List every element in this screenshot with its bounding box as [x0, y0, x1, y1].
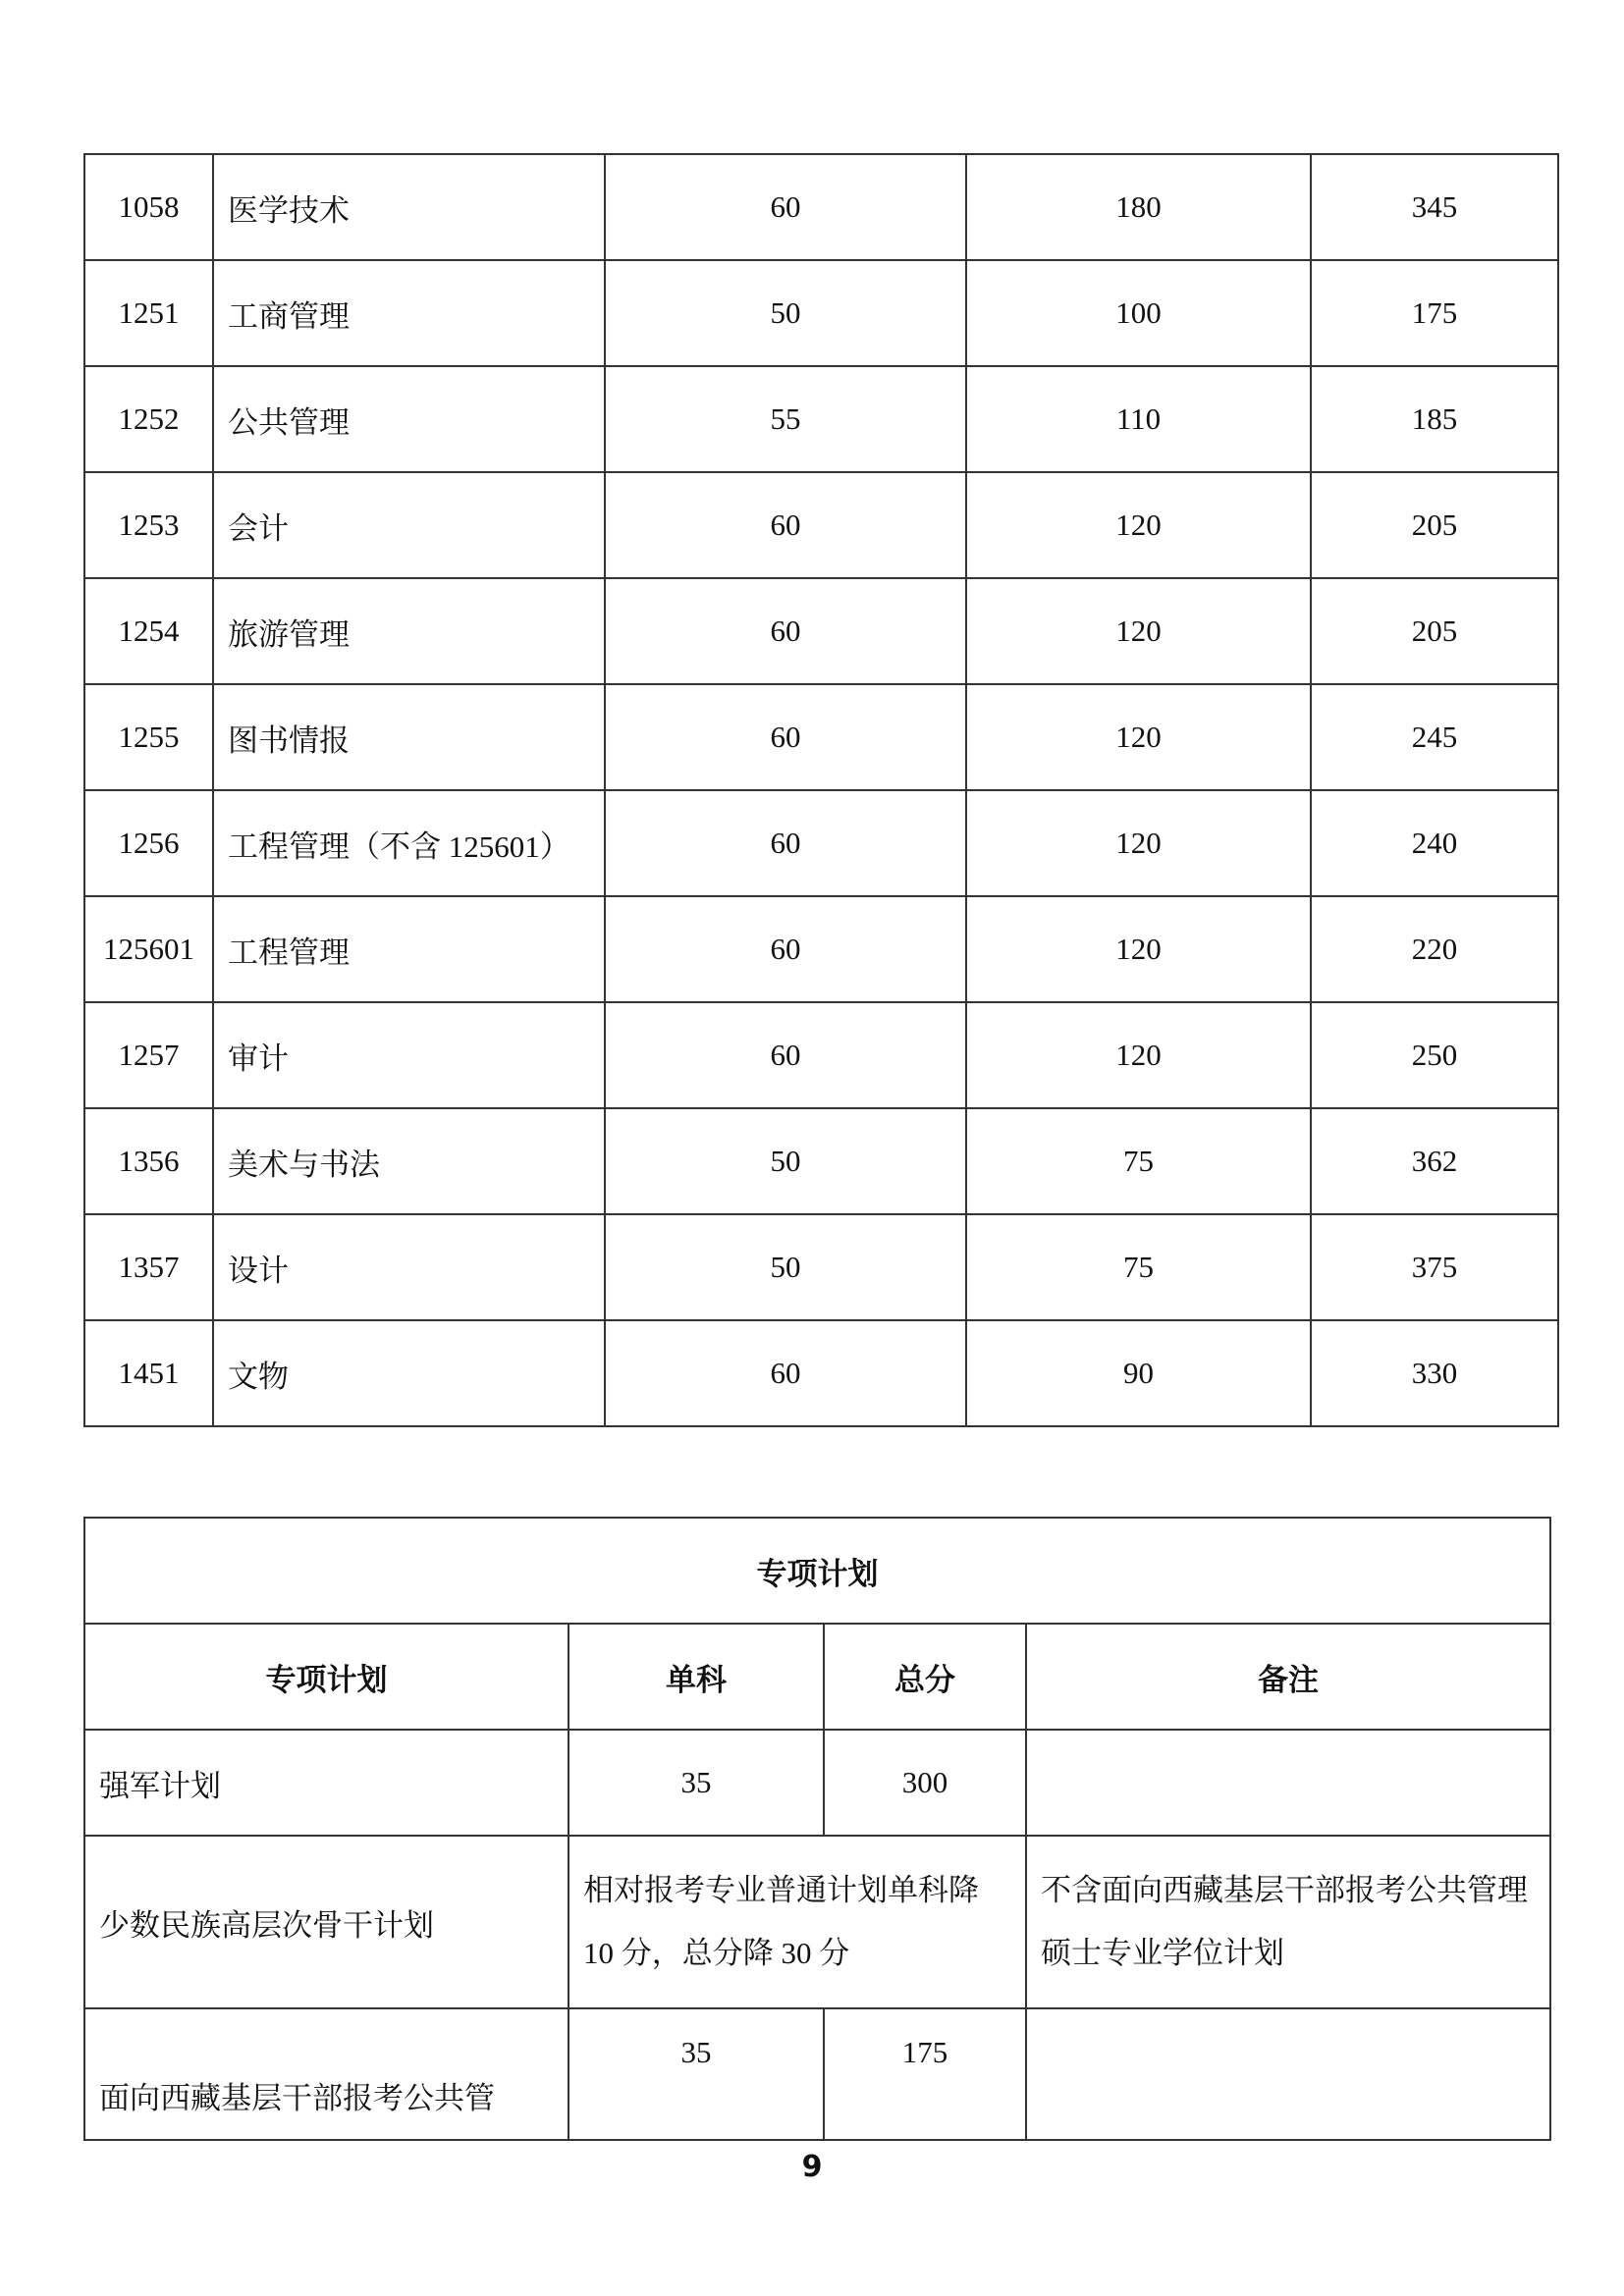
- table-row: [84, 2008, 1550, 2140]
- plan-name: 少数民族高层次骨干计划: [84, 1836, 568, 2008]
- major-name: 工商管理: [213, 260, 605, 366]
- total-score: 175: [1311, 260, 1558, 366]
- single-score: 35: [568, 2008, 824, 2140]
- single-score-1: 60: [605, 684, 966, 790]
- header-note: 备注: [1026, 1624, 1550, 1730]
- single-score-1: 50: [605, 260, 966, 366]
- single-score-1: 60: [605, 578, 966, 684]
- single-score-2: 110: [966, 366, 1311, 472]
- table-title: 专项计划: [84, 1518, 1550, 1624]
- major-code: 1451: [84, 1320, 213, 1426]
- table-row: [84, 896, 1558, 1002]
- major-name: 美术与书法: [213, 1108, 605, 1214]
- table-row: [84, 1214, 1558, 1320]
- single-score-2: 90: [966, 1320, 1311, 1426]
- single-score-1: 60: [605, 1320, 966, 1426]
- major-name: 医学技术: [213, 154, 605, 260]
- note: [1026, 2008, 1550, 2140]
- table-row: [84, 684, 1558, 790]
- single-score-2: 100: [966, 260, 1311, 366]
- single-score-2: 120: [966, 896, 1311, 1002]
- total-score: 362: [1311, 1108, 1558, 1214]
- table-row: [84, 1836, 1550, 2008]
- major-name: 审计: [213, 1002, 605, 1108]
- table-row: [84, 1002, 1558, 1108]
- total-score: 245: [1311, 684, 1558, 790]
- major-code: 1058: [84, 154, 213, 260]
- table-row: [84, 790, 1558, 896]
- major-name: 文物: [213, 1320, 605, 1426]
- total-score: 185: [1311, 366, 1558, 472]
- major-code: 1257: [84, 1002, 213, 1108]
- plan-name: 面向西藏基层干部报考公共管: [84, 2008, 568, 2140]
- single-score: 35: [568, 1730, 824, 1836]
- header-total: 总分: [824, 1624, 1026, 1730]
- single-score-1: 60: [605, 154, 966, 260]
- single-score-2: 120: [966, 578, 1311, 684]
- total-score: 300: [824, 1730, 1026, 1836]
- note: [1026, 1730, 1550, 1836]
- major-name: 图书情报: [213, 684, 605, 790]
- total-score: 205: [1311, 578, 1558, 684]
- table-row: [84, 1730, 1550, 1836]
- table-row: [84, 260, 1558, 366]
- major-name: 公共管理: [213, 366, 605, 472]
- major-name: 设计: [213, 1214, 605, 1320]
- major-name: 会计: [213, 472, 605, 578]
- total-score: 375: [1311, 1214, 1558, 1320]
- header-single: 单科: [568, 1624, 824, 1730]
- major-code: 1251: [84, 260, 213, 366]
- note: 不含面向西藏基层干部报考公共管理硕士专业学位计划: [1026, 1836, 1550, 2008]
- table-header-row: [84, 1624, 1550, 1730]
- single-score-2: 75: [966, 1214, 1311, 1320]
- table-row: [84, 366, 1558, 472]
- major-code: 1254: [84, 578, 213, 684]
- single-score-1: 60: [605, 1002, 966, 1108]
- total-score: 205: [1311, 472, 1558, 578]
- total-score: 220: [1311, 896, 1558, 1002]
- table-row: [84, 154, 1558, 260]
- page-number: 9: [801, 2150, 823, 2184]
- single-score-2: 120: [966, 790, 1311, 896]
- single-score-1: 50: [605, 1214, 966, 1320]
- total-score: 240: [1311, 790, 1558, 896]
- major-code: 1253: [84, 472, 213, 578]
- single-score-2: 120: [966, 684, 1311, 790]
- major-code: 1357: [84, 1214, 213, 1320]
- single-score-1: 55: [605, 366, 966, 472]
- single-score-2: 120: [966, 1002, 1311, 1108]
- major-code: 1356: [84, 1108, 213, 1214]
- table-row: [84, 472, 1558, 578]
- single-score-1: 60: [605, 790, 966, 896]
- major-name: 旅游管理: [213, 578, 605, 684]
- single-score-1: 60: [605, 896, 966, 1002]
- major-code: 1252: [84, 366, 213, 472]
- major-code: 1255: [84, 684, 213, 790]
- single-score-2: 120: [966, 472, 1311, 578]
- score-reduction: 相对报考专业普通计划单科降 10 分，总分降 30 分: [568, 1836, 1026, 2008]
- total-score: 175: [824, 2008, 1026, 2140]
- major-code: 1256: [84, 790, 213, 896]
- plan-name: 强军计划: [84, 1730, 568, 1836]
- table-title-row: [84, 1518, 1550, 1624]
- total-score: 330: [1311, 1320, 1558, 1426]
- major-code: 125601: [84, 896, 213, 1002]
- major-name: 工程管理: [213, 896, 605, 1002]
- table-row: [84, 578, 1558, 684]
- single-score-1: 50: [605, 1108, 966, 1214]
- total-score: 250: [1311, 1002, 1558, 1108]
- single-score-2: 75: [966, 1108, 1311, 1214]
- special-plan-table: [83, 1517, 1551, 2141]
- table-row: [84, 1320, 1558, 1426]
- single-score-1: 60: [605, 472, 966, 578]
- header-plan: 专项计划: [84, 1624, 568, 1730]
- score-table: [83, 153, 1559, 1427]
- table-row: [84, 1108, 1558, 1214]
- total-score: 345: [1311, 154, 1558, 260]
- single-score-2: 180: [966, 154, 1311, 260]
- major-name: 工程管理（不含 125601）: [213, 790, 605, 896]
